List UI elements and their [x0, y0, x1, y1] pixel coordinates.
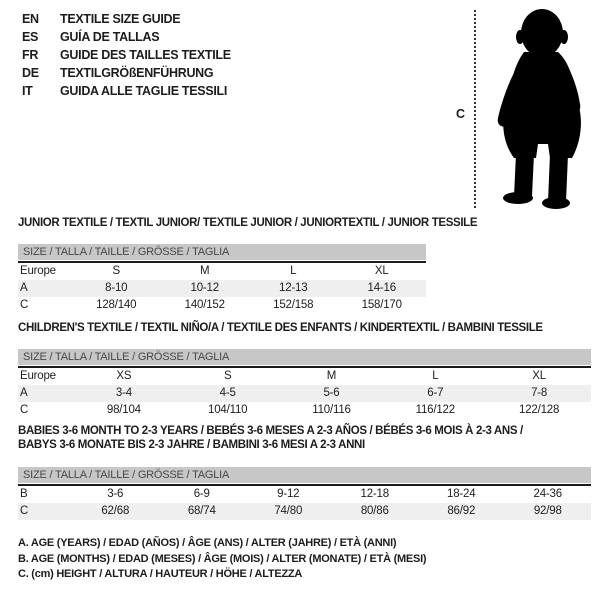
- note-b: B. AGE (MONTHS) / EDAD (MESES) / ÂGE (MOIS) / ALTER (MONATE) / ETÀ (MESI): [18, 552, 427, 565]
- size-header-bar: SIZE / TALLA / TAILLE / GRÖSSE / TAGLIA: [18, 244, 426, 260]
- table-row-age-months: [18, 486, 591, 503]
- age-cell: 24-36: [533, 488, 562, 500]
- age-cell: 6-9: [193, 488, 210, 500]
- row-label: C: [20, 404, 29, 416]
- guide-title: TEXTILE SIZE GUIDE: [60, 12, 181, 26]
- height-cell: 128/140: [96, 299, 137, 311]
- height-cell: 62/68: [101, 505, 130, 517]
- age-cell: 4-5: [219, 387, 236, 399]
- babies-size-table: [18, 467, 591, 520]
- language-row-it: [22, 82, 231, 100]
- size-header-bar: SIZE / TALLA / TAILLE / GRÖSSE / TAGLIA: [18, 467, 591, 483]
- language-row-es: [22, 28, 231, 46]
- size-cell: S: [112, 265, 120, 277]
- note-c: C. (cm) HEIGHT / ALTURA / HAUTEUR / HÖHE / ALTEZZA: [18, 568, 303, 580]
- row-label: C: [20, 505, 29, 517]
- height-cell: 140/152: [184, 299, 225, 311]
- guide-title: GUIDA ALLE TAGLIE TESSILI: [60, 84, 228, 98]
- size-cell: L: [290, 265, 297, 277]
- height-cell: 98/104: [106, 404, 141, 416]
- language-code: IT: [22, 84, 33, 98]
- note-a: A. AGE (YEARS) / EDAD (AÑOS) / ÂGE (ANS) / ALTER (JAHRE) / ETÀ (ANNI): [18, 537, 397, 549]
- height-measure-label: C: [456, 107, 466, 121]
- size-cell: M: [326, 370, 337, 382]
- height-cell: 86/92: [447, 505, 476, 517]
- age-cell: 8-10: [105, 282, 128, 294]
- baby-figure: [452, 6, 598, 211]
- section-title-line2: BABYS 3-6 MONATE BIS 2-3 JAHRE / BAMBINI 3-6 MESI A 2-3 ANNI: [18, 439, 365, 451]
- section-junior-textile: [18, 216, 478, 314]
- table-row-age: [18, 385, 591, 402]
- age-cell: 12-18: [360, 488, 389, 500]
- table-row-height: [18, 503, 591, 520]
- height-cell: 122/128: [519, 404, 560, 416]
- row-label: A: [20, 282, 28, 294]
- age-cell: 6-7: [427, 387, 444, 399]
- height-cell: 152/158: [273, 299, 314, 311]
- table-row-height: [18, 297, 426, 314]
- guide-title: GUÍA DE TALLAS: [60, 30, 160, 44]
- size-cell: S: [223, 370, 232, 382]
- age-cell: 10-12: [190, 282, 219, 294]
- language-row-fr: [22, 46, 231, 64]
- guide-title: TEXTILGRÖßENFÜHRUNG: [60, 66, 214, 80]
- height-cell: 158/170: [361, 299, 402, 311]
- height-cell: 68/74: [187, 505, 216, 517]
- language-row-en: [22, 10, 231, 28]
- row-label: Europe: [20, 265, 56, 277]
- table-row-age: [18, 280, 426, 297]
- junior-size-table: [18, 244, 426, 314]
- row-label: C: [20, 299, 29, 311]
- table-row-height: [18, 402, 591, 419]
- age-cell: 3-6: [107, 488, 124, 500]
- age-cell: 7-8: [531, 387, 548, 399]
- children-size-table: [18, 349, 591, 419]
- row-label: B: [20, 488, 28, 500]
- baby-silhouette-icon: [490, 6, 596, 210]
- size-cell: XL: [374, 265, 389, 277]
- height-measure-line: [474, 10, 476, 208]
- size-cell: XS: [116, 370, 132, 382]
- section-title: JUNIOR TEXTILE / TEXTIL JUNIOR/ TEXTILE JUNIOR / JUNIORTEXTIL / JUNIOR TESSILE: [18, 217, 478, 229]
- guide-title: GUIDE DES TAILLES TEXTILE: [60, 48, 231, 62]
- size-cell: XL: [532, 370, 546, 382]
- language-code: DE: [22, 66, 39, 80]
- section-childrens-textile: [18, 321, 591, 419]
- size-cell: L: [432, 370, 439, 382]
- size-header-bar: SIZE / TALLA / TAILLE / GRÖSSE / TAGLIA: [18, 349, 591, 365]
- size-cell: M: [200, 265, 210, 277]
- age-cell: 3-4: [115, 387, 132, 399]
- table-row-europe: [18, 368, 591, 385]
- language-code: ES: [22, 30, 39, 44]
- section-title: CHILDREN'S TEXTILE / TEXTIL NIÑO/A / TEXTILE DES ENFANTS / KINDERTEXTIL / BAMBINI TESSILE: [18, 322, 543, 334]
- language-title-list: [22, 10, 231, 100]
- height-cell: 116/122: [415, 404, 455, 416]
- language-code: EN: [22, 12, 39, 26]
- height-cell: 80/86: [360, 505, 389, 517]
- age-cell: 18-24: [447, 488, 476, 500]
- age-cell: 12-13: [279, 282, 308, 294]
- section-title-line1: BABIES 3-6 MONTH TO 2-3 YEARS / BEBÉS 3-6 MESES A 2-3 AÑOS / BÉBÉS 3-6 MOIS À 2-3 ANS /: [18, 425, 523, 437]
- legend-notes: [18, 536, 426, 583]
- language-row-de: [22, 64, 231, 82]
- language-code: FR: [22, 48, 39, 62]
- table-row-europe: [18, 263, 426, 280]
- age-cell: 9-12: [277, 488, 300, 500]
- height-cell: 92/98: [533, 505, 562, 517]
- height-cell: 104/110: [208, 404, 248, 416]
- height-cell: 74/80: [274, 505, 303, 517]
- row-label: Europe: [20, 370, 56, 382]
- height-cell: 110/116: [312, 404, 351, 416]
- section-babies-textile: [18, 424, 591, 520]
- age-cell: 5-6: [323, 387, 340, 399]
- age-cell: 14-16: [367, 282, 396, 294]
- row-label: A: [20, 387, 28, 399]
